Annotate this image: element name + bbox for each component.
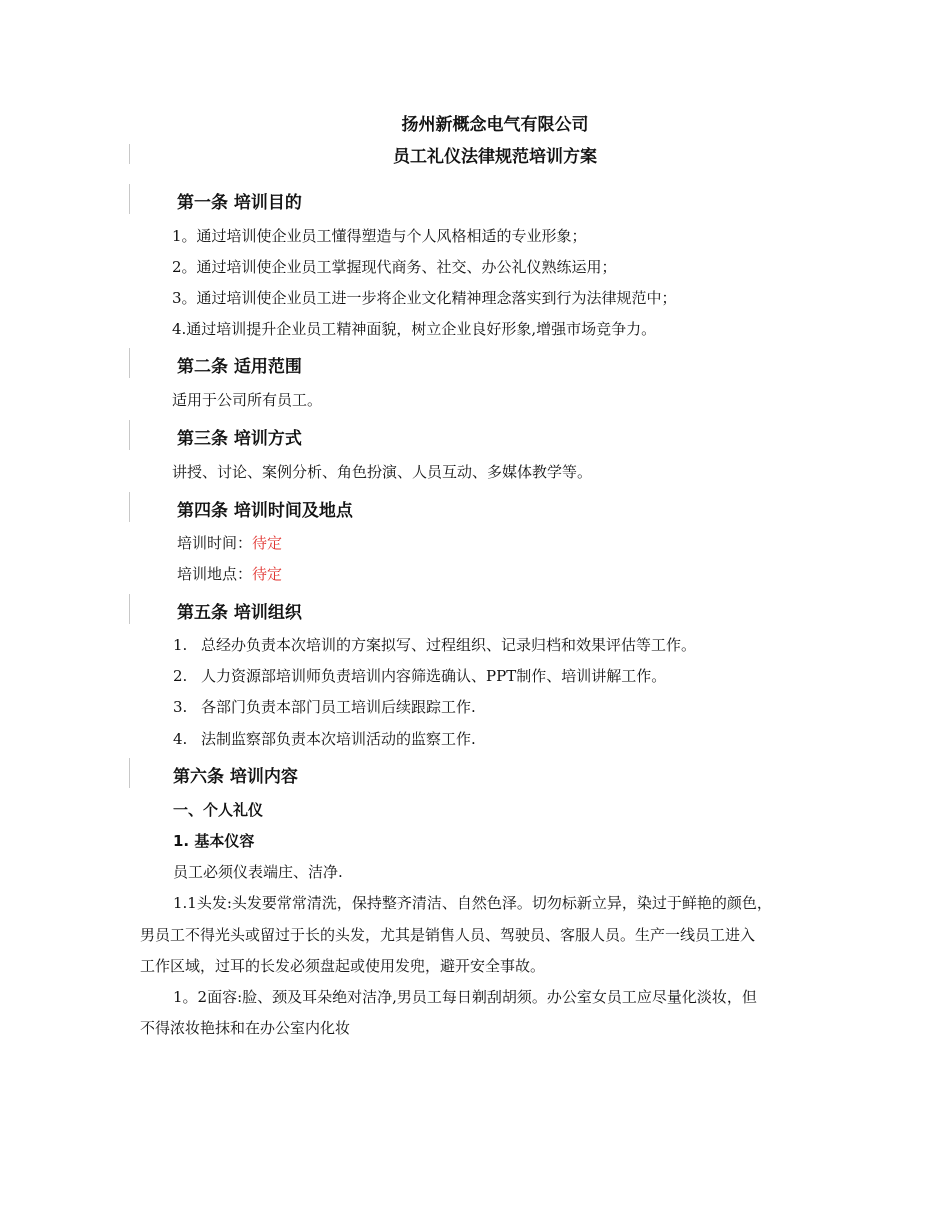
purpose-item-3: 3。通过培训使企业员工进一步将企业文化精神理念落实到行为法律规范中； (172, 289, 677, 307)
document-title: 员工礼仪法律规范培训方案 (393, 147, 597, 167)
training-place (177, 564, 282, 584)
purpose-item-4: 4.通过培训提升企业员工精神面貌，树立企业良好形象,增强市场竞争力。 (172, 320, 657, 338)
appearance-intro: 员工必须仪表端庄、洁净. (173, 863, 343, 881)
section-heading-time-place: 第四条 培训时间及地点 (177, 501, 353, 521)
purpose-item-1: 1。通过培训使企业员工懂得塑造与个人风格相适的专业形象； (172, 227, 587, 245)
org-item-number: 1. (173, 636, 188, 654)
org-item-4 (173, 729, 476, 749)
face-paragraph-line-1: 1。2面容:脸、颈及耳朵绝对洁净,男员工每日剃刮胡须。办公室女员工应尽量化淡妆，但 (173, 988, 757, 1006)
purpose-item-2: 2。通过培训使企业员工掌握现代商务、社交、办公礼仪熟练运用； (172, 258, 617, 276)
training-time-value: 待定 (252, 534, 283, 552)
training-place-value: 待定 (252, 565, 283, 583)
face-paragraph-line-2: 不得浓妆艳抹和在办公室内化妆 (140, 1019, 351, 1037)
margin-mark (129, 184, 130, 214)
scope-text: 适用于公司所有员工。 (172, 391, 323, 409)
org-item-3 (173, 697, 476, 717)
subheading-personal-etiquette: 一、个人礼仪 (173, 801, 264, 819)
org-item-number: 2. (173, 667, 188, 685)
section-heading-organization: 第五条 培训组织 (177, 603, 302, 623)
training-time (177, 533, 282, 553)
org-item-text: 各部门负责本部门员工培训后续跟踪工作. (201, 698, 476, 716)
training-place-label: 培训地点： (177, 565, 253, 583)
subheading-basic-appearance: 1. 基本仪容 (173, 832, 255, 850)
org-item-number: 4. (173, 730, 188, 748)
hair-paragraph-line-2: 男员工不得光头或留过于长的头发，尤其是销售人员、驾驶员、客服人员。生产一线员工进入 (140, 926, 756, 944)
section-heading-method: 第三条 培训方式 (177, 429, 302, 449)
hair-paragraph-line-1: 1.1头发:头发要常常清洗，保持整齐清洁、自然色泽。切勿标新立异，染过于鲜艳的颜色， (173, 894, 772, 912)
margin-mark (129, 594, 130, 624)
margin-mark (129, 758, 130, 788)
org-item-text: 总经办负责本次培训的方案拟写、过程组织、记录归档和效果评估等工作。 (201, 636, 697, 654)
org-item-text: 人力资源部培训师负责培训内容筛选确认、PPT制作、培训讲解工作。 (201, 667, 667, 685)
section-heading-purpose: 第一条 培训目的 (177, 193, 302, 213)
org-item-1 (173, 635, 696, 655)
margin-mark (129, 348, 130, 378)
hair-paragraph-line-3: 工作区域，过耳的长发必须盘起或使用发兜，避开安全事故。 (140, 957, 546, 975)
margin-mark (129, 492, 130, 522)
org-item-2 (173, 666, 666, 686)
section-heading-content: 第六条 培训内容 (173, 767, 298, 787)
org-item-text: 法制监察部负责本次培训活动的监察工作. (201, 730, 476, 748)
company-name: 扬州新概念电气有限公司 (401, 115, 589, 135)
method-text: 讲授、讨论、案例分析、角色扮演、人员互动、多媒体教学等。 (172, 463, 593, 481)
margin-mark (129, 420, 130, 450)
org-item-number: 3. (173, 698, 188, 716)
training-time-label: 培训时间： (177, 534, 253, 552)
section-heading-scope: 第二条 适用范围 (177, 357, 302, 377)
